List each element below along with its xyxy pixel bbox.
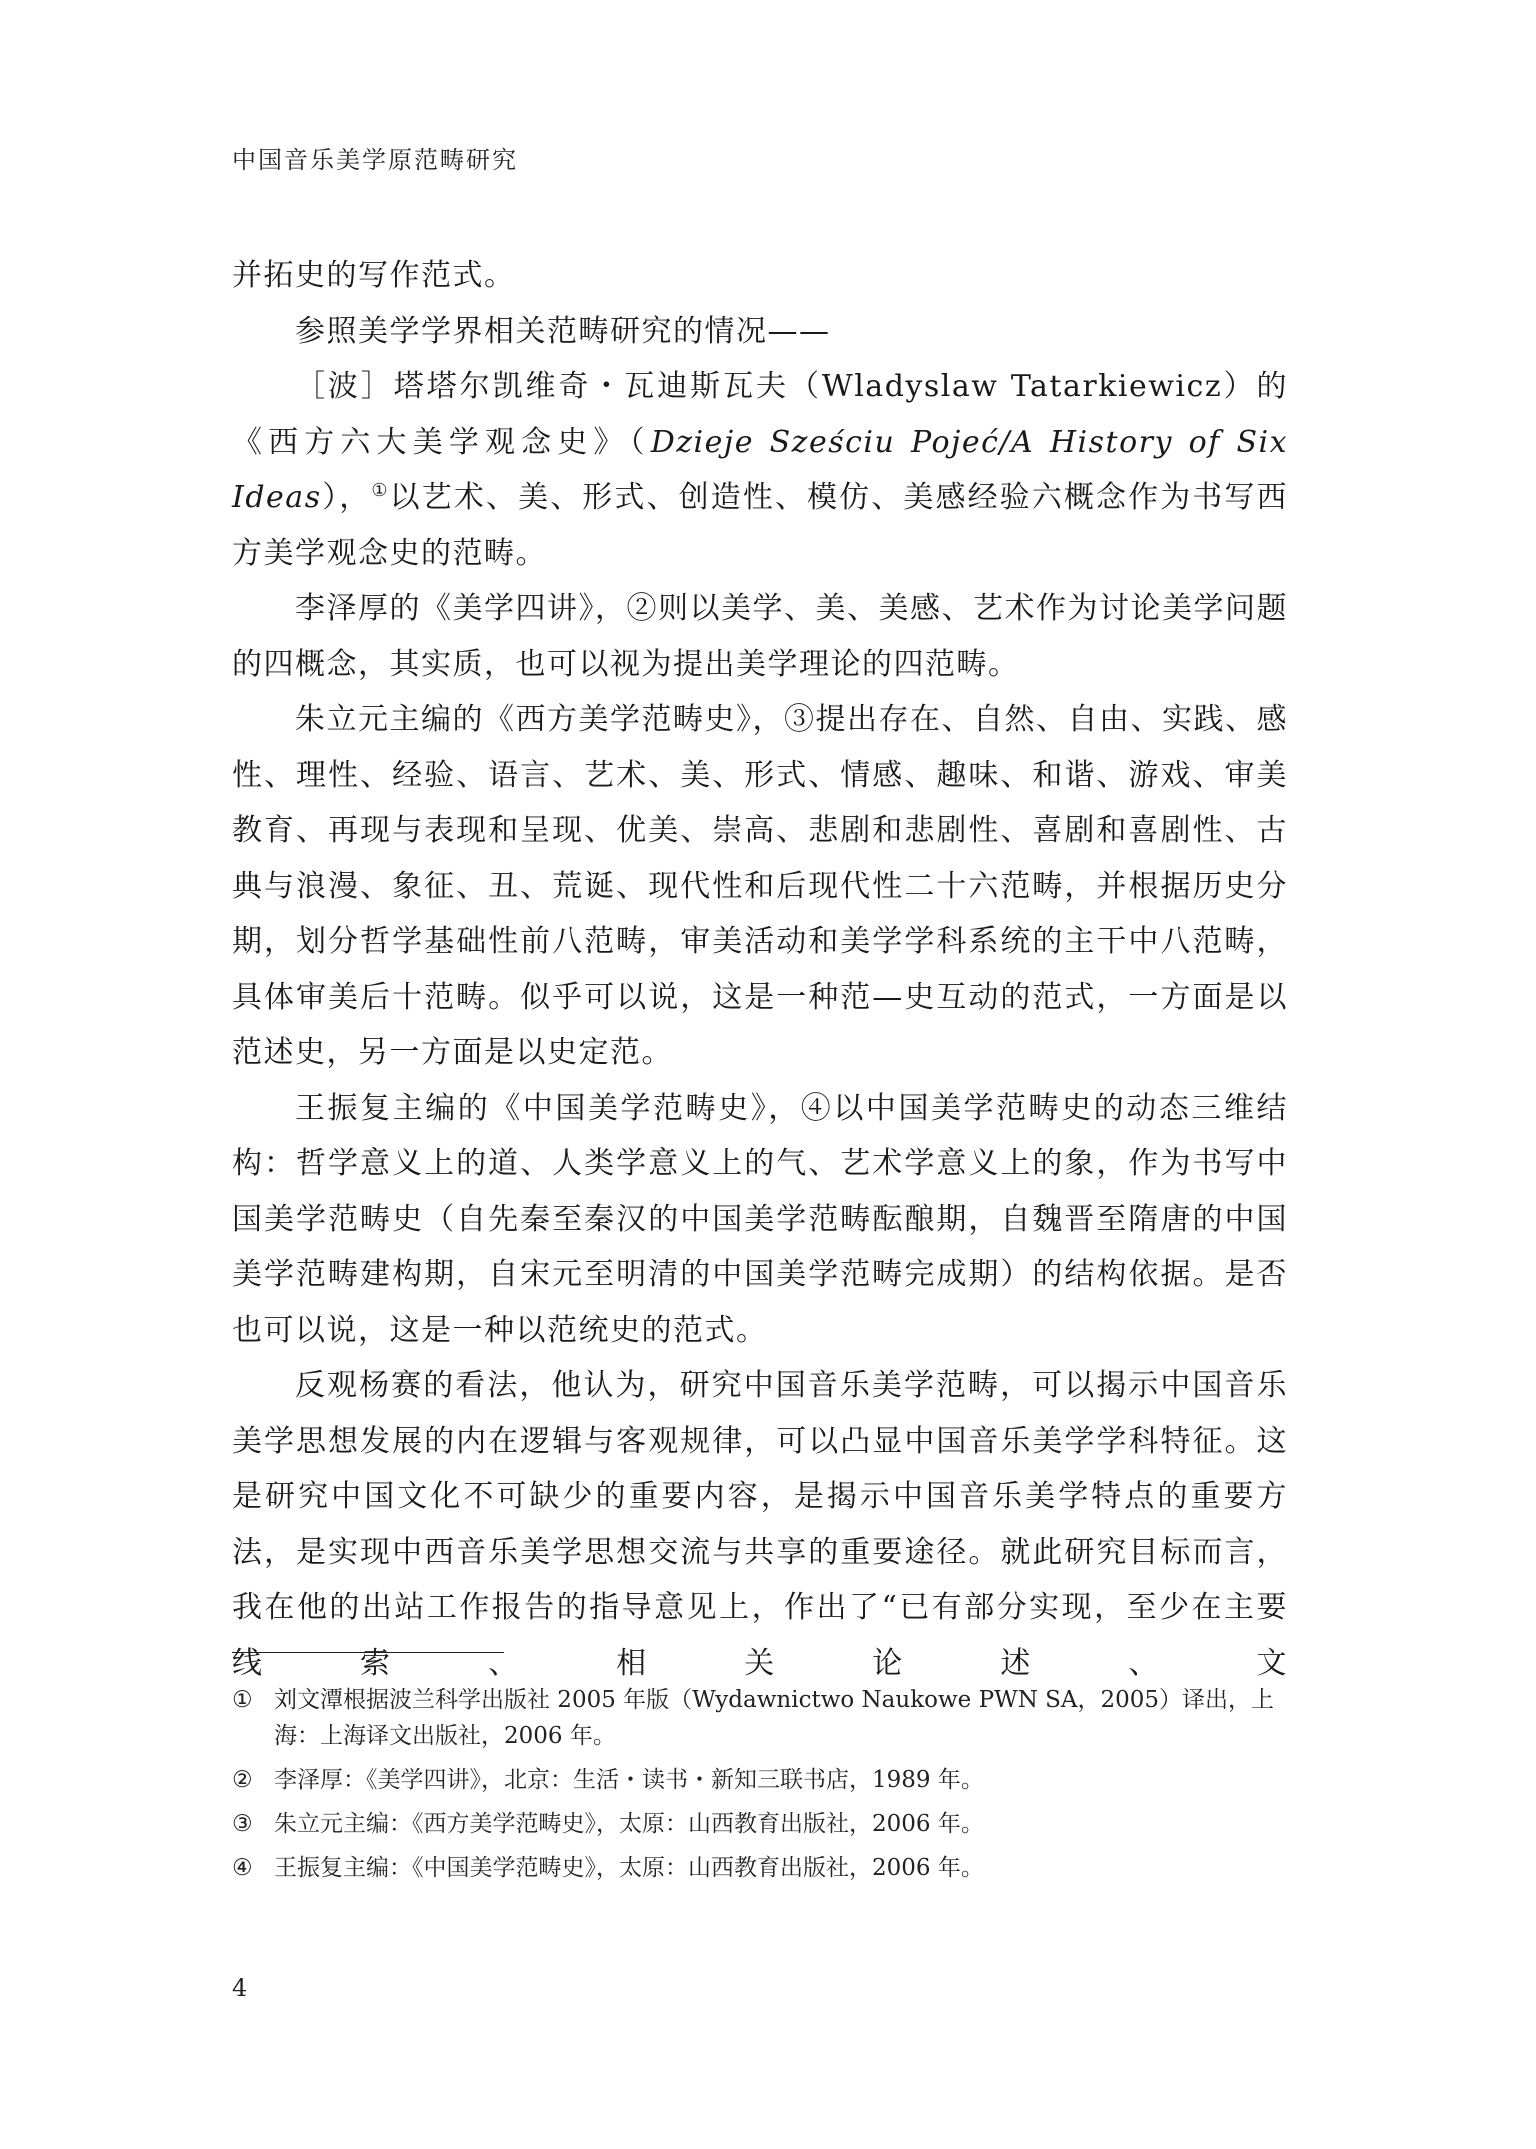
tatarkiewicz-text-after-title: ）， [321, 480, 372, 515]
main-text [232, 248, 1288, 1691]
footnote-text: 李泽厚：《美学四讲》，北京：生活・读书・新知三联书店，1989 年。 [274, 1767, 984, 1793]
paragraph-6: 王振复主编的《中国美学范畴史》，④以中国美学范畴史的动态三维结构：哲学意义上的道、人类学意义上的气、艺术学意义上的象，作为书写中国美学范畴史（自先秦至秦汉的中国美学范畴酝酿期，自魏晋至隋唐的中国美学范畴建构期，自宋元至明清的中国美学范畴完成期）的结构依据。是否也可以说，这是一种以范统史的范式。 [232, 1090, 1288, 1348]
footnote-mark: ④ [232, 1855, 253, 1881]
footnote-4 [232, 1850, 1288, 1886]
page-number: 4 [232, 1974, 248, 2002]
footnote-ref-1: ① [371, 480, 390, 501]
tatarkiewicz-text-after: 以艺术、美、形式、创造性、模仿、美感经验六概念作为书写西方美学观念史的范畴。 [232, 480, 1289, 571]
tatarkiewicz-text-before: ［波］塔塔尔凯维奇・瓦迪斯瓦夫（Wladyslaw Tatarkiewicz）的《西方六大美学观念史》（ [232, 369, 1288, 460]
footnote-mark: ③ [232, 1811, 253, 1837]
footnote-mark: ② [232, 1767, 253, 1793]
footnote-3 [232, 1806, 1288, 1842]
paragraph-1: 并拓史的写作范式。 [232, 258, 516, 293]
paragraph-tatarkiewicz [232, 359, 1288, 581]
tatarkiewicz-italic-title: Dzieje Sześciu Pojeć/A History of Six Ideas [232, 424, 1289, 515]
footnote-text: 朱立元主编：《西方美学范畴史》，太原：山西教育出版社，2006 年。 [274, 1811, 984, 1837]
footnote-text: 王振复主编：《中国美学范畴史》，太原：山西教育出版社，2006 年。 [274, 1855, 984, 1881]
footnote-1 [232, 1682, 1288, 1754]
footnote-mark: ① [232, 1687, 253, 1713]
footnote-text: 刘文潭根据波兰科学出版社 2005 年版（Wydawnictwo Naukowe PWN SA，2005）译出，上海：上海译文出版社，2006 年。 [274, 1687, 1275, 1749]
footnote-divider [232, 1652, 504, 1653]
footnotes [232, 1682, 1288, 1894]
running-head: 中国音乐美学原范畴研究 [232, 146, 518, 174]
paragraph-2: 参照美学学界相关范畴研究的情况—— [295, 313, 831, 349]
paragraph-7: 反观杨赛的看法，他认为，研究中国音乐美学范畴，可以揭示中国音乐美学思想发展的内在逻辑与客观规律，可以凸显中国音乐美学学科特征。这是研究中国文化不可缺少的重要内容，是揭示中国音乐美学特点的重要方法，是实现中西音乐美学思想交流与共享的重要途径。就此研究目标而言，我在他的出站工作报告的指导意见上，作出了“已有部分实现，至少在主要线索、相关论述、文 [232, 1368, 1288, 1681]
paragraph-4: 李泽厚的《美学四讲》，②则以美学、美、美感、艺术作为讨论美学问题的四概念，其实质，也可以视为提出美学理论的四范畴。 [232, 591, 1288, 682]
footnote-2 [232, 1762, 1288, 1798]
paragraph-5: 朱立元主编的《西方美学范畴史》，③提出存在、自然、自由、实践、感性、理性、经验、语言、艺术、美、形式、情感、趣味、和谐、游戏、审美教育、再现与表现和呈现、优美、崇高、悲剧和悲剧性、喜剧和喜剧性、古典与浪漫、象征、丑、荒诞、现代性和后现代性二十六范畴，并根据历史分期，划分哲学基础性前八范畴，审美活动和美学学科系统的主干中八范畴，具体审美后十范畴。似乎可以说，这是一种范—史互动的范式，一方面是以范述史，另一方面是以史定范。 [232, 702, 1288, 1070]
